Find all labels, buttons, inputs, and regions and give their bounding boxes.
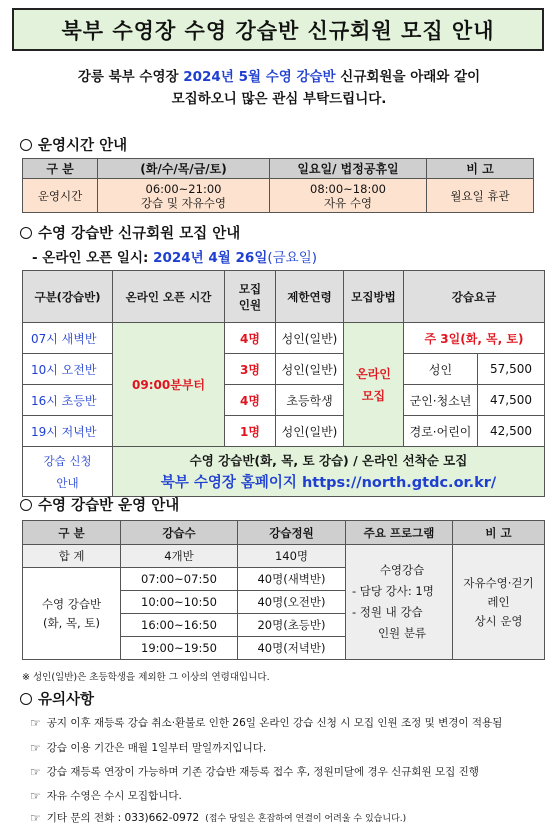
session-time: 16:00~16:50 xyxy=(121,614,238,637)
pointing-hand-icon: ☞ xyxy=(30,810,41,825)
notice-item xyxy=(30,715,502,730)
page-title: 북부 수영장 수영 강습반 신규회원 모집 안내 xyxy=(12,8,544,51)
remark-line: 자유수영·걷기 xyxy=(463,575,534,590)
contact-text: 기타 문의 전화 : 033)662-0972 xyxy=(46,812,200,824)
fee-price: 42,500 xyxy=(478,416,545,447)
session-time: 19:00~19:50 xyxy=(121,637,238,660)
holiday-time: 08:00~18:00 xyxy=(310,181,386,196)
pointing-hand-icon: ☞ xyxy=(30,740,41,755)
header-class: 구분(강습반) xyxy=(23,271,113,323)
method-line-1: 온라인 xyxy=(356,366,391,381)
header-quota-line-2: 인원 xyxy=(238,297,262,312)
notice-text: 공지 이후 재등록 강습 취소·환불로 인한 26일 온라인 강습 신청 시 모집 인원 조정 및 변경이 적용됨 xyxy=(46,717,503,729)
holiday-hours xyxy=(270,179,427,213)
notice-text: 강습 재등록 연장이 가능하며 기존 강습반 재등록 접수 후, 정원미달에 경우 신규회원 모집 진행 xyxy=(46,766,479,778)
open-prefix: - 온라인 오픈 일시: xyxy=(32,250,154,266)
recruitment-table xyxy=(22,270,545,497)
group-label xyxy=(23,568,121,660)
fee-type: 경로·어린이 xyxy=(404,416,478,447)
operation-table xyxy=(22,520,545,660)
weekday-hours xyxy=(98,179,270,213)
group-label-line-2: (화, 목, 토) xyxy=(43,615,100,630)
notice-item xyxy=(30,810,406,825)
program-line: 수영강습 xyxy=(379,563,425,577)
operating-hours-table xyxy=(22,158,534,213)
header-cell: 비 고 xyxy=(453,521,545,545)
class-count: 4명 xyxy=(225,323,276,354)
circle-bullet-icon xyxy=(20,227,32,239)
intro-line-2: 모집하오니 많은 관심 부탁드립니다. xyxy=(171,91,387,107)
header-cell: 강습정원 xyxy=(238,521,346,545)
class-age: 초등학생 xyxy=(276,385,344,416)
header-cell: (화/수/목/금/토) xyxy=(98,159,270,179)
row-label: 운영시간 xyxy=(23,179,98,213)
fee-type: 군인·청소년 xyxy=(404,385,478,416)
section-title: 수영 강습반 운영 안내 xyxy=(38,498,180,514)
header-quota xyxy=(225,271,276,323)
circle-bullet-icon xyxy=(20,693,32,705)
section-title: 수영 강습반 신규회원 모집 안내 xyxy=(38,226,241,242)
class-count: 3명 xyxy=(225,354,276,385)
header-open-time: 온라인 오픈 시간 xyxy=(113,271,225,323)
section-title: 운영시간 안내 xyxy=(38,138,128,154)
session-time: 10:00~10:50 xyxy=(121,591,238,614)
class-name: 19시 저녁반 xyxy=(23,416,113,447)
group-label-line-1: 수영 강습반 xyxy=(41,596,102,611)
header-cell: 구 분 xyxy=(23,159,98,179)
session-capacity: 20명(초등반) xyxy=(238,614,346,637)
total-label: 합 계 xyxy=(23,545,121,568)
weekday-time: 06:00~21:00 xyxy=(145,181,222,196)
class-age: 성인(일반) xyxy=(276,323,344,354)
class-count: 4명 xyxy=(225,385,276,416)
section-notices xyxy=(20,688,94,709)
total-classes: 4개반 xyxy=(121,545,238,568)
apply-info xyxy=(113,447,545,497)
pointing-hand-icon: ☞ xyxy=(30,715,41,730)
program-line: - 정원 내 강습 xyxy=(352,605,423,619)
notice-text: 자유 수영은 수시 모집합니다. xyxy=(46,790,182,802)
intro-part-1: 강릉 북부 수영장 xyxy=(77,69,184,85)
pointing-hand-icon: ☞ xyxy=(30,764,41,779)
notice-text: 강습 이용 기간은 매월 1일부터 말일까지입니다. xyxy=(46,742,267,754)
class-name: 10시 오전반 xyxy=(23,354,113,385)
class-name: 16시 초등반 xyxy=(23,385,113,416)
apply-label-line-2: 안내 xyxy=(56,475,79,490)
class-name: 07시 새벽반 xyxy=(23,323,113,354)
header-method: 모집방법 xyxy=(344,271,404,323)
session-capacity: 40명(저녁반) xyxy=(238,637,346,660)
method-value xyxy=(344,323,404,447)
header-fee: 강습요금 xyxy=(404,271,545,323)
notice-item xyxy=(30,764,479,779)
fee-price: 47,500 xyxy=(478,385,545,416)
program-cell xyxy=(346,545,453,660)
footnote: ※ 성인(일반)은 초등학생을 제외한 그 이상의 연령대입니다. xyxy=(22,672,270,683)
section-operation xyxy=(20,494,179,515)
contact-note: (접수 당일은 혼잡하여 연결이 어려울 수 있습니다.) xyxy=(205,814,407,824)
class-age: 성인(일반) xyxy=(276,416,344,447)
session-capacity: 40명(새벽반) xyxy=(238,568,346,591)
open-day: (금요일) xyxy=(267,250,318,266)
section-recruitment xyxy=(20,222,240,243)
pointing-hand-icon: ☞ xyxy=(30,788,41,803)
method-line-2: 모집 xyxy=(361,388,386,403)
remark-line: 레인 xyxy=(487,594,510,609)
remark-line: 상시 운영 xyxy=(474,613,523,628)
header-quota-line-1: 모집 xyxy=(238,281,262,296)
class-age: 성인(일반) xyxy=(276,354,344,385)
fee-type: 성인 xyxy=(404,354,478,385)
open-date: 2024년 4월 26일 xyxy=(153,250,268,266)
apply-label-line-1: 강습 신청 xyxy=(43,453,92,468)
notice-item xyxy=(30,788,182,803)
header-cell: 구 분 xyxy=(23,521,121,545)
weekday-note: 강습 및 자유수영 xyxy=(140,195,227,210)
apply-label xyxy=(23,447,113,497)
header-age: 제한연령 xyxy=(276,271,344,323)
homepage-link[interactable]: 북부 수영장 홈페이지 https://north.gtdc.or.kr/ xyxy=(160,474,497,491)
intro-text xyxy=(0,66,558,110)
program-line: 인원 분류 xyxy=(377,626,427,640)
notice-item xyxy=(30,740,266,755)
header-cell: 주요 프로그램 xyxy=(346,521,453,545)
section-operating-hours xyxy=(20,134,127,155)
session-time: 07:00~07:50 xyxy=(121,568,238,591)
class-count: 1명 xyxy=(225,416,276,447)
header-cell: 강습수 xyxy=(121,521,238,545)
online-open-date xyxy=(32,246,317,266)
total-capacity: 140명 xyxy=(238,545,346,568)
session-capacity: 40명(오전반) xyxy=(238,591,346,614)
circle-bullet-icon xyxy=(20,499,32,511)
remark-cell: 월요일 휴관 xyxy=(427,179,534,213)
open-time-value: 09:00분부터 xyxy=(113,323,225,447)
apply-main: 수영 강습반(화, 목, 토 강습) / 온라인 선착순 모집 xyxy=(189,452,468,468)
program-line: - 담당 강사: 1명 xyxy=(352,584,434,598)
section-title: 유의사항 xyxy=(38,692,95,708)
remark-cell xyxy=(453,545,545,660)
intro-highlight: 2024년 5월 수영 강습반 xyxy=(183,69,336,85)
fee-days: 주 3일(화, 목, 토) xyxy=(404,323,545,354)
intro-part-2: 신규회원을 아래와 같이 xyxy=(335,69,481,85)
circle-bullet-icon xyxy=(20,139,32,151)
holiday-note: 자유 수영 xyxy=(323,195,373,210)
header-cell: 일요일/ 법정공휴일 xyxy=(270,159,427,179)
fee-price: 57,500 xyxy=(478,354,545,385)
header-cell: 비 고 xyxy=(427,159,534,179)
